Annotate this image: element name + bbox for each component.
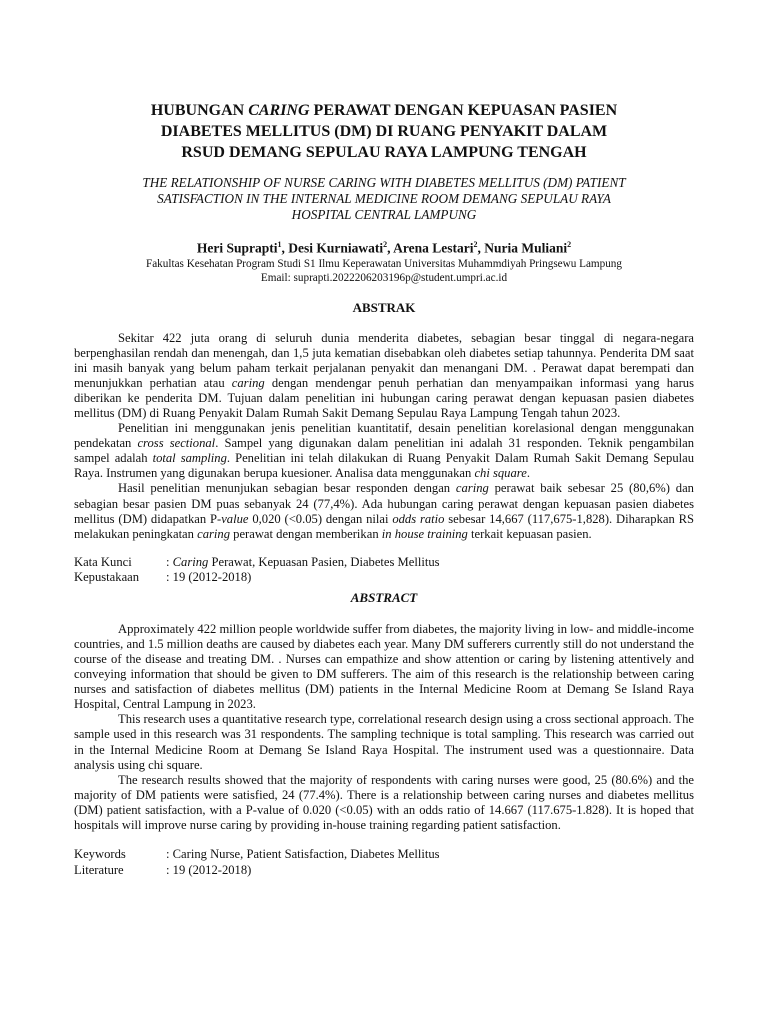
author-name: Nuria Muliani [484, 240, 568, 256]
text-run: Perawat, Kepuasan Pasien, Diabetes Mellitus [211, 554, 440, 569]
text-run-italic: Caring [172, 554, 209, 569]
text-run-italic: odds ratio [392, 511, 445, 526]
text-run: Hasil penelitian menunjukan sebagian besar responden dengan [118, 481, 451, 496]
author-affil-mark: 1 [277, 240, 282, 249]
text-run: . [526, 466, 530, 481]
abstrak-paragraph-1 [74, 331, 694, 422]
english-title-line: HOSPITAL CENTRAL LAMPUNG [291, 207, 477, 222]
author-name: Arena Lestari [393, 240, 474, 256]
author-name: Heri Suprapti [196, 240, 278, 256]
author-email: Email: suprapti.2022206203196p@student.umpri.ac.id [260, 272, 508, 284]
keywords-block [74, 847, 694, 878]
abstrak-paragraph-2 [74, 421, 694, 481]
title-part: PERAWAT DENGAN KEPUASAN PASIEN [313, 102, 618, 119]
affiliation: Fakultas Kesehatan Program Studi S1 Ilmu Keperawatan Universitas Muhammdiyah Pringsewu Lampung [145, 257, 622, 270]
text-run: terkait kepuasan pasien. [471, 526, 592, 541]
abstract-heading: ABSTRACT [350, 589, 418, 605]
keywords-label: Keywords [74, 847, 126, 862]
text-run-italic: in house training [381, 526, 468, 541]
text-run-italic: value [221, 511, 249, 526]
separator: : [166, 554, 170, 569]
text-run: . Sampel yang digunakan dalam penelitian ini adalah 31 responden. Teknik pengambilan sampel adalah [74, 436, 694, 466]
abstrak-paragraph-3 [74, 481, 694, 541]
title-line-2: DIABETES MELLITUS (DM) DI RUANG PENYAKIT DALAM [160, 123, 608, 140]
text-run: perawat dengan memberikan [233, 526, 379, 541]
text-run-italic: caring [231, 375, 265, 390]
text-run: dengan mendengar penuh perhatian dan menyampaikan informasi yang harus diberikan ke penderita DM. Tujuan dalam penelitian ini hubungan caring perawat dengan kepuasan pasien diabetes mellitus (DM) di Ruang Penyakit Dalam Rumah Sakit Demang Sepulau Raya Lampung Tengah tahun 2023. [74, 375, 694, 420]
author-affil-mark: 2 [567, 240, 572, 249]
kata-kunci-value [166, 555, 440, 571]
text-run: 0,020 (<0.05) dengan nilai [252, 511, 389, 526]
kepustakaan-value: : 19 (2012-2018) [166, 570, 252, 585]
author-affil-mark: 2 [473, 240, 478, 249]
abstract-paragraph-1: Approximately 422 million people worldwide suffer from diabetes, the majority living in low- and middle-income countries, and 1.5 million deaths are caused by diabetes each year. Many DM sufferers currently still do not understand the course of the disease and treating DM. . Nurses can empathize and show attention or caring by listening attentively and conveying information that should be given to DM sufferers. The aim of this research is the relationship between caring nurses and satisfaction of diabetes mellitus (DM) patients in the Internal Medicine Room at Demang Se Island Raya Hospital, Central Lampung in 2023. [74, 621, 694, 712]
abstrak-heading: ABSTRAK [352, 299, 416, 315]
literature-value: : 19 (2012-2018) [166, 862, 252, 877]
paper-title [74, 100, 694, 163]
title-line-3: RSUD DEMANG SEPULAU RAYA LAMPUNG TENGAH [181, 144, 587, 161]
author-affil-mark: 2 [383, 240, 388, 249]
text-run: Sekitar 422 juta orang di seluruh dunia menderita diabetes, sebagian besar tinggal di negara-negara berpenghasilan rendah dan menengah, dan 1,5 juta kematian disebabkan oleh diabetes setiap tahunnya. Penderita DM saat ini masih banyak yang belum paham terkait perjalanan penyakit dan menangani DM. . Perawat dapat berempati dan menunjukkan perhatian atau [74, 330, 694, 390]
abstract-paragraph-2: This research uses a quantitative research type, correlational research design using a cross sectional approach. The sample used in this research was 31 respondents. The sampling technique is total sampling. This research was carried out in the Internal Medicine Room at Demang Se Island Raya Hospital. The instrument used was a questionnaire. Data analysis using chi square. [74, 712, 694, 772]
text-run-italic: caring [197, 526, 230, 541]
english-title-line: SATISFACTION IN THE INTERNAL MEDICINE ROOM DEMANG SEPULAU RAYA [157, 191, 611, 206]
keywords-row [74, 847, 694, 863]
author-name: Desi Kurniawati [288, 240, 384, 256]
abstrak-body [74, 331, 694, 542]
abstract-paragraph-3: The research results showed that the majority of respondents with caring nurses were good, 25 (80.6%) and the majority of DM patients were satisfied, 24 (77.4%). There is a relationship between caring nurses and diabetes mellitus (DM) patient satisfaction, with a P-value of 0.020 (<0.05) with an odds ratio of 14.667 (117.675-1.828). It is hoped that hospitals will improve nurse caring by providing in-house training regarding patient satisfaction. [74, 772, 694, 833]
title-part-italic: CARING [248, 102, 310, 119]
keywords-value: : Caring Nurse, Patient Satisfaction, Diabetes Mellitus [166, 847, 440, 862]
kata-kunci-label: Kata Kunci [74, 554, 132, 569]
literature-label: Literature [74, 862, 124, 877]
kata-kunci-block [74, 555, 694, 586]
kata-kunci-row [74, 555, 694, 571]
english-title [74, 175, 694, 223]
author-list: Heri Suprapti$^1$, Desi Kurniawati$^2$, Arena Lestari$^2$, Nuria Muliani$^2$ [196, 240, 572, 256]
text-run: sebesar 14,667 (117,675-1,828). Diharapkan RS melakukan peningkatan [74, 511, 694, 541]
kepustakaan-label: Kepustakaan [74, 570, 140, 585]
text-run: perawat baik sebesar 25 (80,6%) dan sebagian besar pasien DM puas sebanyak 24 (77,4%). Ada hubungan caring perawat dengan kepuasan pasien diabetes mellitus (DM) didapatkan P- [74, 481, 694, 526]
text-run-italic: chi square [474, 466, 527, 481]
text-run: Penelitian ini menggunakan jenis penelitian kuantitatif, desain penelitian korelasional dengan menggunakan pendekatan [74, 421, 694, 451]
text-run: . Penelitian ini telah dilakukan di Ruang Penyakit Dalam Rumah Sakit Demang Sepulau Raya. Instrumen yang digunakan berupa kuesioner. Analisa data menggunakan [74, 451, 695, 481]
text-run-italic: caring [455, 481, 489, 496]
abstract-body [74, 622, 694, 833]
paper-page [74, 100, 694, 878]
literature-row [74, 863, 694, 879]
kepustakaan-row [74, 570, 694, 586]
english-title-line: THE RELATIONSHIP OF NURSE CARING WITH DIABETES MELLITUS (DM) PATIENT [142, 175, 626, 190]
text-run-italic: total sampling [152, 451, 227, 466]
text-run-italic: cross sectional [137, 436, 216, 451]
title-part: HUBUNGAN [150, 102, 245, 119]
